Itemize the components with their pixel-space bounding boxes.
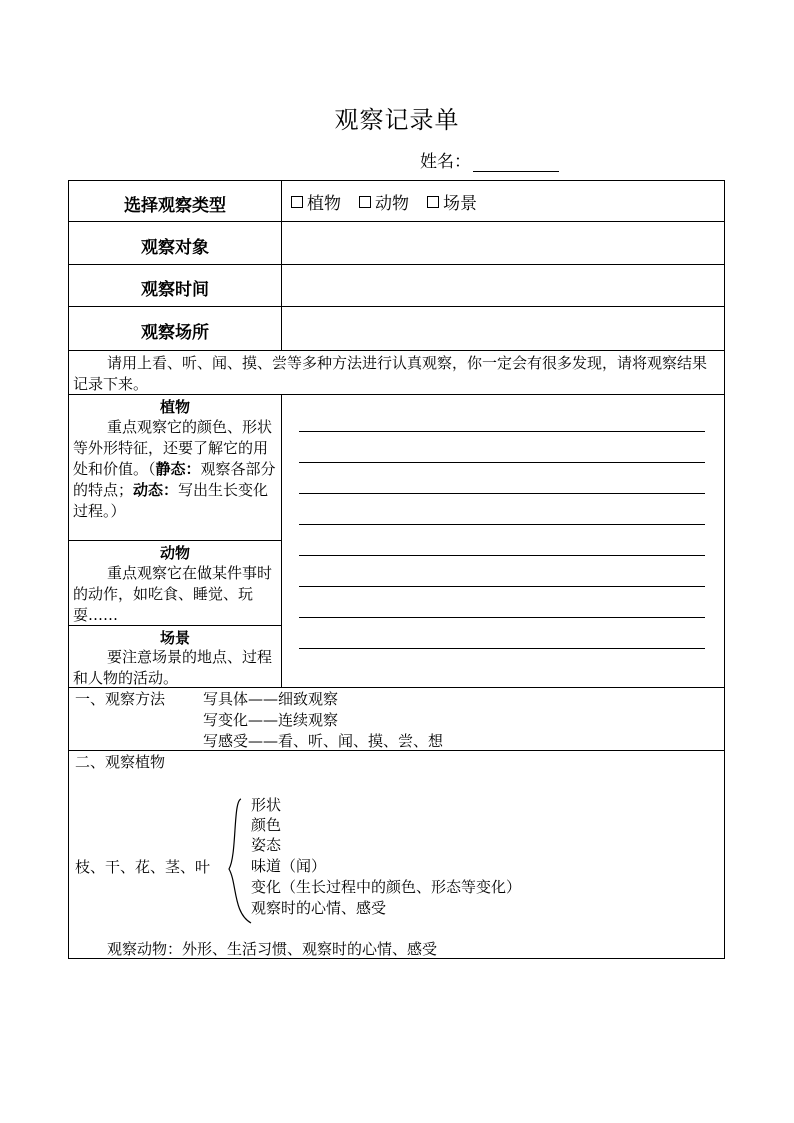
aspect-item: 颜色 [251, 816, 282, 834]
plant-obs-heading: 二、观察植物 [75, 753, 166, 771]
method-item: 写感受——看、听、闻、摸、尝、想 [203, 732, 444, 750]
dynamic-text: 写出生长变化过程。） [73, 481, 269, 520]
plant-heading: 植物 [159, 398, 190, 416]
open-paren: （ [148, 460, 156, 478]
writing-line[interactable] [299, 431, 705, 432]
option-label: 场景 [443, 194, 477, 214]
method-item: 写具体——细致观察 [203, 690, 339, 708]
aspect-item: 形状 [251, 796, 282, 814]
aspect-item: 变化（生长过程中的颜色、形态等变化） [251, 878, 522, 896]
row-divider [69, 540, 281, 541]
record-form [68, 180, 725, 959]
plant-guidance [73, 417, 278, 522]
animal-obs-line: 观察动物：外形、生活习惯、观察时的心情、感受 [107, 940, 438, 958]
checkbox-icon[interactable] [291, 196, 303, 208]
type-options [291, 189, 477, 214]
checkbox-icon[interactable] [427, 196, 439, 208]
writing-line[interactable] [299, 462, 705, 463]
writing-line[interactable] [299, 617, 705, 618]
animal-heading: 动物 [159, 544, 190, 562]
option-label: 植物 [307, 194, 341, 214]
dynamic-label: 动态： [133, 481, 179, 499]
option-scene[interactable] [427, 189, 477, 214]
row-divider [69, 221, 724, 222]
writing-line[interactable] [299, 555, 705, 556]
writing-line[interactable] [299, 493, 705, 494]
writing-line[interactable] [299, 586, 705, 587]
static-text: 观察各部分的特点； [73, 460, 276, 499]
name-field[interactable] [420, 147, 559, 172]
row-divider [69, 264, 724, 265]
scene-heading: 场景 [159, 629, 190, 647]
aspect-item: 味道（闻） [251, 857, 327, 875]
aspect-item: 观察时的心情、感受 [251, 899, 387, 917]
place-label: 观察场所 [141, 323, 209, 343]
option-animal[interactable] [359, 189, 409, 214]
method-item: 写变化——连续观察 [203, 711, 339, 729]
row-divider [69, 306, 724, 307]
methods-heading: 一、观察方法 [75, 690, 166, 708]
object-label: 观察对象 [141, 238, 209, 258]
writing-line[interactable] [299, 524, 705, 525]
column-divider [281, 181, 282, 350]
name-label: 姓名： [420, 152, 471, 172]
type-label: 选择观察类型 [124, 196, 226, 216]
option-label: 动物 [375, 194, 409, 214]
column-divider [281, 394, 282, 687]
name-blank[interactable] [473, 153, 559, 172]
animal-guidance: 重点观察它在做某件事时的动作，如吃食、睡觉、玩耍…… [73, 564, 273, 624]
option-plant[interactable] [291, 189, 341, 214]
scene-guidance: 要注意场景的地点、过程和人物的活动。 [73, 648, 273, 687]
page-title: 观察记录单 [334, 106, 460, 134]
checkbox-icon[interactable] [359, 196, 371, 208]
plant-parts: 枝、干、花、茎、叶 [75, 858, 211, 876]
aspect-item: 姿态 [251, 836, 282, 854]
plant-text: 重点观察它的颜色、形状等外形特征，还要了解它的用处和价值。 [73, 418, 273, 478]
row-divider [69, 350, 724, 351]
time-label: 观察时间 [141, 280, 209, 300]
instruction-text: 请用上看、听、闻、摸、尝等多种方法进行认真观察，你一定会有很多发现，请将观察结果记录下来。 [73, 354, 708, 393]
static-label: 静态： [155, 460, 201, 478]
writing-line[interactable] [299, 648, 705, 649]
